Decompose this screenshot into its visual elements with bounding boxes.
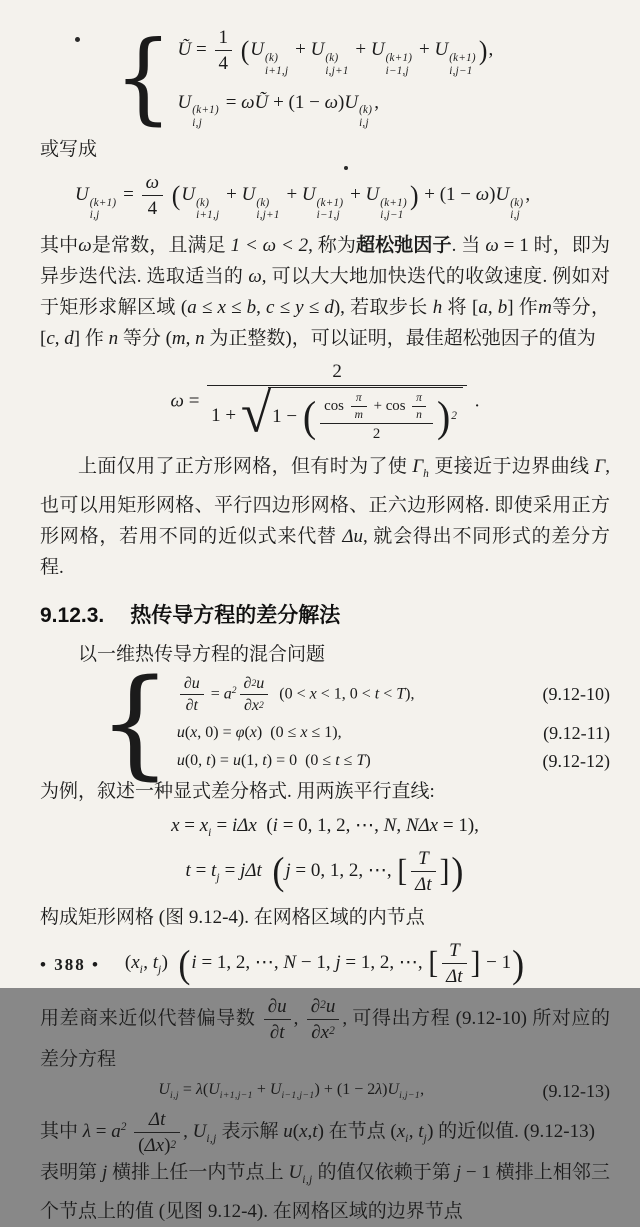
equation-row: [177, 723, 610, 744]
paragraph-difference-quotient: 用差商来近似代替偏导数 $\frac{\partial u}{\partial t}$ , ∂ 2 u ∂x 2 , 可得出方程 (9.12-10) 所对应的差分方程: [40, 995, 610, 1070]
equation-difference-scheme: $U_{i,j} = \lambda(U_{i+1,j-1} + U_{i-1,j-1}) + (1 - 2\lambda)U_{i,j-1}$,: [158, 1081, 425, 1102]
equation-omega-optimal: ω = 2 1 + √ 1 − ( cos $\frac{\pi}{m}$ + cos $\frac{\pi}{n}$ 2 ) 2 .: [170, 361, 480, 444]
equation-tag: (9.12-12): [542, 750, 610, 771]
equation-sor-system: { Ũ = $\frac{1}{4}$ (U (k) i+1,j + U (k) i,j+1 + U (k+1) i−1,j + U (k+1) i,j−1 ), U (k+1) i,j = ωŨ + (1 − ω)U (k) i,j ,: [114, 26, 610, 130]
ink-dot: [344, 166, 348, 170]
paragraph-example: 为例，叙述一种显式差分格式. 用两族平行直线:: [40, 780, 435, 802]
paragraph-relaxation-factor: 其中ω是常数，且满足 1 < ω < 2, 称为超松弛因子. 当 ω = 1 时，即为异步迭代法. 选取适当的 ω, 可以大大地加快迭代的收敛速度. 例如对于矩形求解区域 (a ≤ x ≤ b, c ≤ y ≤ d), 若取步长 h 将 [a, b] 作m等分，[c, d] 作 n 等分 (m, n 为正整数)，可以证明，最佳超松弛因子的值为: [40, 235, 611, 350]
equation-tag: (9.12-10): [542, 684, 610, 705]
paragraph-or-written-as: 或写成: [40, 138, 98, 160]
equation-heat-system: { $\frac{\partial u}{\partial t}$ = $a^2$ ∂ 2 u ∂x 2 (0 < x < 1, 0 < t < T), (9.12-10) u(x, 0) = φ(x) (0 ≤ x ≤ 1), (9.12-11) u(0, t) = u(1, t) = 0 (0 ≤ t ≤ T) (9.12-12): [98, 653, 610, 792]
equation-heat-pde: $\frac{\partial u}{\partial t}$ = $a^2$ ∂ 2 u ∂x 2 (0 < x < 1, 0 < t < T),: [177, 674, 543, 716]
paragraph-mesh: 构成矩形网格 (图 9.12-4). 在网格区域的内节点: [40, 907, 425, 929]
paragraph-grid-types: 上面仅用了正方形网格，但有时为了使 $\Gamma_h$ 更接近于边界曲线 Γ, 也可以用矩形网格、平行四边形网格、正六边形网格. 即使采用正方形网格，若用不同的近似式来代替 Δu, 就会得出不同形式的差分方程.: [40, 455, 610, 578]
equation-sor-predictor: Ũ = $\frac{1}{4}$ (U (k) i+1,j + U (k) i,j+1 + U (k+1) i−1,j + U (k+1) i,j−1 ),: [177, 27, 494, 77]
equation-row: [177, 751, 610, 772]
equation-t-lines: $t = t_j = j\Delta t$ (j = 0, 1, 2, ⋯, [ $\frac{T}{\Delta t}$ ]): [185, 847, 464, 896]
section-heading: [40, 599, 610, 629]
section-number: 9.12.3.: [40, 603, 105, 627]
paragraph-explanation: 表明第 j 横排上任一内节点上 $U_{i,j}$ 的值仅依赖于第 j − 1 横排上相邻三个节点上的值 (见图 9.12-4). 在网格区域的边界节点: [40, 1162, 610, 1223]
equation-sor-combined: U (k+1) i,j = $\frac{\omega}{4}$ (U (k) i+1,j + U (k) i,j+1 + U (k+1) i−1,j + U (k+1) i,j−1 ) + (1 − ω)U (k) i,j ,: [75, 171, 531, 222]
equation-initial-condition: u(x, 0) = φ(x) (0 ≤ x ≤ 1),: [176, 724, 342, 742]
ink-dot: [75, 37, 80, 42]
equation-row: [177, 674, 610, 716]
equation-x-lines: $x = x_i = i\Delta x$ (i = 0, 1, 2, ⋯, N, NΔx = 1),: [171, 814, 479, 839]
equation-sor-corrector: U (k+1) i,j = ωŨ + (1 − ω)U (k) i,j ,: [177, 91, 379, 129]
paragraph-lambda: 其中 $\lambda = a^2$ Δt ( Δx ) 2 , $U_{i,j}$ 表示解 u(x,t) 在节点 ($x_i$, $t_j$) 的近似值. (9.12-13): [40, 1108, 595, 1157]
equation-difference-scheme-row: [40, 1081, 610, 1102]
equation-inner-nodes: ($x_i$, $t_j$) (i = 1, 2, ⋯, N − 1, j = 1, 2, ⋯, [ $\frac{T}{\Delta t}$ ] − 1): [124, 940, 525, 988]
equation-boundary-condition: u(0, t) = u(1, t) = 0 (0 ≤ t ≤ T): [176, 752, 371, 770]
paragraph-intro: 以一维热传导方程的混合问题: [78, 643, 326, 665]
equation-tag: (9.12-13): [542, 1080, 610, 1101]
page-number: • 388 •: [40, 955, 100, 974]
equation-tag: (9.12-11): [543, 722, 610, 743]
section-title: 热传导方程的差分解法: [130, 603, 341, 627]
